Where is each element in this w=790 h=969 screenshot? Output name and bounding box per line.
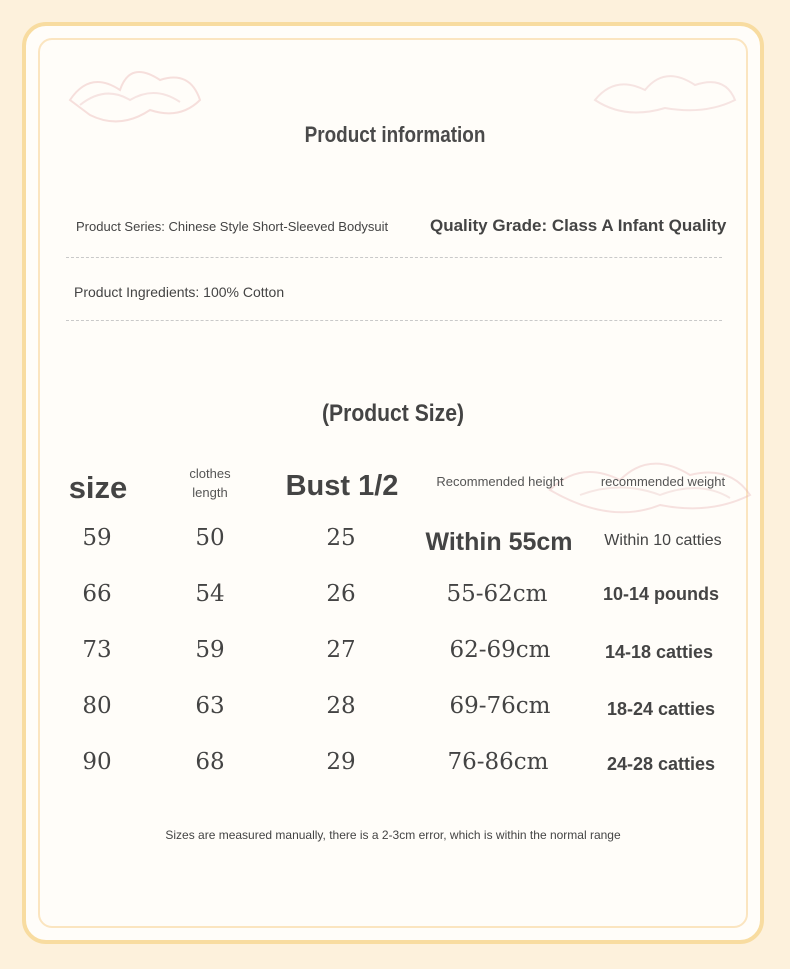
table-cell-height: 76-86cm [447, 749, 549, 775]
cloud-decoration-icon [585, 50, 745, 130]
table-cell-height: 62-69cm [449, 637, 551, 663]
table-cell-size: 80 [82, 693, 112, 719]
header-bust: Bust 1/2 [285, 470, 399, 502]
measurement-note: Sizes are measured manually, there is a 2-3cm error, which is within the normal range [165, 828, 621, 842]
header-recommended-height: Recommended height [436, 474, 564, 489]
table-cell-length: 68 [195, 749, 225, 775]
table-cell-length: 54 [195, 581, 225, 607]
size-section-title: (Product Size) [322, 400, 464, 427]
table-cell-bust: 25 [326, 525, 356, 551]
header-size: size [68, 470, 128, 505]
divider [66, 257, 722, 258]
table-cell-bust: 28 [326, 693, 356, 719]
table-cell-size: 59 [82, 525, 112, 551]
table-cell-length: 50 [195, 525, 225, 551]
header-recommended-weight: recommended weight [600, 474, 726, 489]
table-cell-weight: Within 10 catties [604, 532, 722, 549]
header-length-line1: clothes [189, 466, 231, 481]
table-cell-weight: 24-28 catties [606, 754, 716, 774]
product-ingredients: Product Ingredients: 100% Cotton [74, 284, 285, 300]
table-cell-height: 55-62cm [446, 581, 548, 607]
product-series: Product Series: Chinese Style Short-Sleeved Bodysuit [76, 219, 389, 234]
table-cell-bust: 27 [326, 637, 356, 663]
table-cell-size: 73 [82, 637, 112, 663]
table-cell-length: 59 [195, 637, 225, 663]
table-cell-weight: 14-18 catties [604, 642, 714, 662]
table-cell-weight: 18-24 catties [606, 699, 716, 719]
divider [66, 320, 722, 321]
table-cell-size: 66 [82, 581, 112, 607]
table-cell-size: 90 [82, 749, 112, 775]
table-cell-height: Within 55cm [425, 528, 573, 556]
table-cell-bust: 26 [326, 581, 356, 607]
table-cell-length: 63 [195, 693, 225, 719]
table-cell-weight: 10-14 pounds [602, 584, 720, 604]
table-cell-height: 69-76cm [449, 693, 551, 719]
quality-grade: Quality Grade: Class A Infant Quality [430, 216, 727, 235]
header-clothes-length [160, 464, 260, 502]
header-length-line2: length [192, 485, 228, 500]
page-title: Product information [304, 122, 486, 147]
table-cell-bust: 29 [326, 749, 356, 775]
